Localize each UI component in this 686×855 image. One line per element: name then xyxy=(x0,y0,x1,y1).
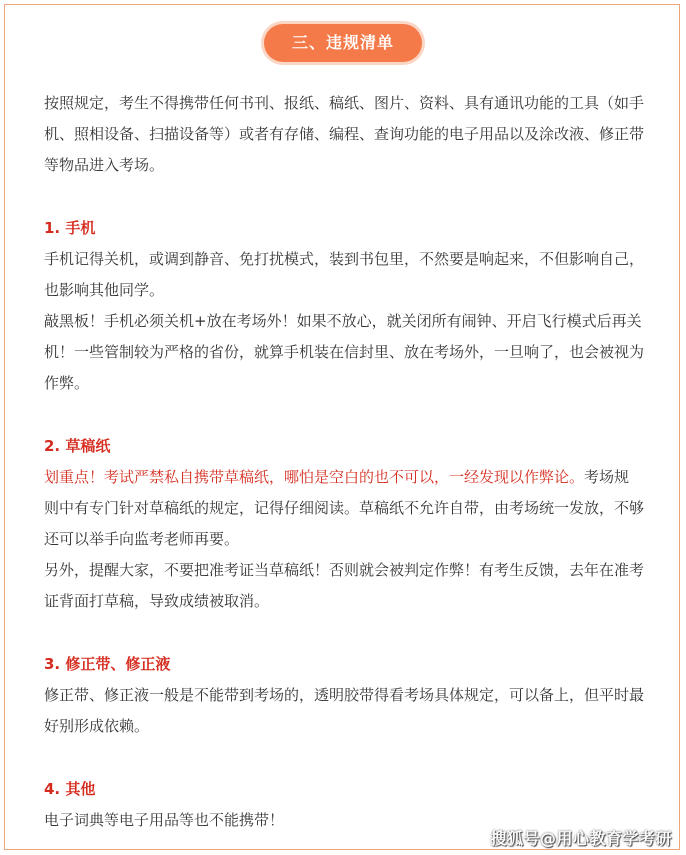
article-body xyxy=(44,88,644,836)
scratch-paper-paragraph-2: 另外，提醒大家，不要把准考证当草稿纸！否则就会被判定作弊！有考生反馈，去年在准考证背面打草稿，导致成绩被取消。 xyxy=(44,561,645,610)
intro-paragraph: 按照规定，考生不得携带任何书刊、报纸、稿纸、图片、资料、具有通讯功能的工具（如手机、照相设备、扫描设备等）或者有存储、编程、查询功能的电子用品以及涂改液、修正带等物品进入考场。 xyxy=(44,94,645,174)
section-heading-correction: 3. 修正带、修正液 xyxy=(44,655,171,673)
phone-paragraph-1: 手机记得关机，或调到静音、免打扰模式，装到书包里，不然要是响起来，不但影响自己，也影响其他同学。 xyxy=(44,250,645,299)
watermark: 搜狐号@用心教育学考研 xyxy=(490,829,672,848)
section-heading-others: 4. 其他 xyxy=(44,780,96,798)
section-heading-scratch-paper: 2. 草稿纸 xyxy=(44,437,111,455)
phone-paragraph-2: 敲黑板！手机必须关机+放在考场外！如果不放心，就关闭所有闹钟、开启飞行模式后再关机！一些管制较为严格的省份，就算手机装在信封里、放在考场外，一旦响了，也会被视为作弊。 xyxy=(44,312,645,392)
correction-paragraph: 修正带、修正液一般是不能带到考场的，透明胶带得看考场具体规定，可以备上，但平时最好别形成依赖。 xyxy=(44,686,645,735)
scratch-paper-rest: 考场规则中有专门针对草稿纸的规定，记得仔细阅读。草稿纸不允许自带，由考场统一发放，不够还可以举手向监考老师再要。 xyxy=(44,468,645,548)
section-header xyxy=(0,24,686,62)
section-title-pill: 三、违规清单 xyxy=(264,24,422,62)
others-paragraph: 电子词典等电子用品等也不能携带！ xyxy=(44,811,285,829)
scratch-paper-highlight: 划重点！考试严禁私自携带草稿纸，哪怕是空白的也不可以，一经发现以作弊论。 xyxy=(44,468,585,486)
scratch-paper-paragraph-1 xyxy=(44,462,644,555)
section-heading-phone: 1. 手机 xyxy=(44,219,96,237)
